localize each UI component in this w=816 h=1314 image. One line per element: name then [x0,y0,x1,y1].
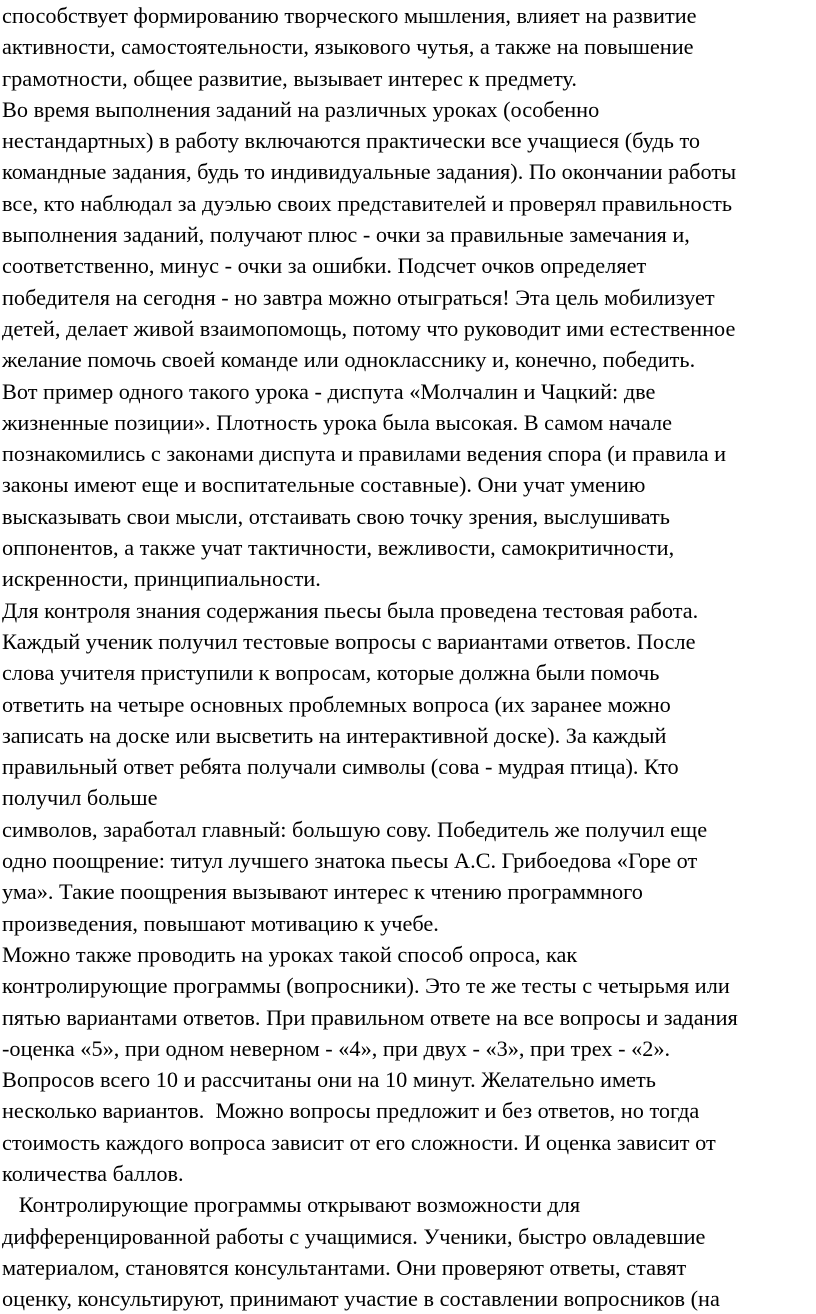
text-line: искренности, принципиальности. [2,566,321,592]
text-line: нестандартных) в работу включаются практически все учащиеся (будь то [2,128,701,154]
text-line: высказывать свои мысли, отстаивать свою точку зрения, выслушивать [2,503,670,529]
text-line: -оценка «5», при одном неверном - «4», при двух - «3», при трех - «2». [2,1035,671,1061]
text-line: получил больше [2,785,158,811]
text-line: познакомились с законами диспута и правилами ведения спора (и правила и [2,441,727,467]
text-line: дифференцированной работы с учащимися. Ученики, быстро овладевшие [2,1223,706,1249]
text-line: контролирующие программы (вопросники). Это те же тесты с четырьмя или [2,973,730,999]
text-line: записать на доске или высветить на интерактивной доске). За каждый [2,722,667,748]
text-line: Вот пример одного такого урока - диспута «Молчалин и Чацкий: две [2,378,656,404]
text-line: законы имеют еще и воспитательные составные). Они учат умению [2,472,646,498]
text-line: желание помочь своей команде или однокласснику и, конечно, победить. [2,347,696,373]
text-line: оценку, консультируют, принимают участие в составлении вопросников (на [2,1286,720,1312]
text-line: ума». Такие поощрения вызывают интерес к чтению программного [2,879,643,905]
text-line: Во время выполнения заданий на различных уроках (особенно [2,96,600,122]
text-line: ответить на четыре основных проблемных вопроса (их заранее можно [2,691,671,717]
text-line: Для контроля знания содержания пьесы была проведена тестовая работа. [2,597,699,623]
text-line: одно поощрение: титул лучшего знатока пьесы А.С. Грибоедова «Горе от [2,848,698,874]
text-line: детей, делает живой взаимопомощь, потому что руководит ими естественное [2,315,736,341]
text-line: Можно также проводить на уроках такой способ опроса, как [2,941,578,967]
text-line: все, кто наблюдал за дуэлью своих представителей и проверял правильность [2,190,733,216]
text-line: победителя на сегодня - но завтра можно отыграться! Эта цель мобилизует [2,284,715,310]
text-line: количества баллов. [2,1160,184,1186]
text-line: несколько вариантов. Можно вопросы предложит и без ответов, но тогда [2,1098,700,1124]
text-line: пятью вариантами ответов. При правильном ответе на все вопросы и задания [2,1004,738,1030]
text-line: Контролирующие программы открывают возможности для [2,1192,581,1218]
text-line: жизненные позиции». Плотность урока была высокая. В самом начале [2,409,673,435]
text-line: материалом, становятся консультантами. Они проверяют ответы, ставят [2,1254,687,1280]
text-line: Каждый ученик получил тестовые вопросы с вариантами ответов. После [2,628,696,654]
text-line: выполнения заданий, получают плюс - очки за правильные замечания и, [2,222,690,248]
text-line: командные задания, будь то индивидуальные задания). По окончании работы [2,159,737,185]
text-line: стоимость каждого вопроса зависит от его сложности. И оценка зависит от [2,1129,716,1155]
text-line: правильный ответ ребята получали символы (сова - мудрая птица). Кто [2,754,679,780]
text-line: соответственно, минус - очки за ошибки. Подсчет очков определяет [2,253,647,279]
text-line: грамотности, общее развитие, вызывает интерес к предмету. [2,65,577,91]
document-page [2,0,814,1314]
text-line: слова учителя приступили к вопросам, которые должна были помочь [2,660,660,686]
text-line: активности, самостоятельности, языкового чутья, а также на повышение [2,34,694,60]
text-line: способствует формированию творческого мышления, влияет на развитие [2,3,697,28]
text-line: Вопросов всего 10 и рассчитаны они на 10 минут. Желательно иметь [2,1067,656,1093]
text-line: произведения, повышают мотивацию к учебе. [2,910,439,936]
text-line: оппонентов, а также учат тактичности, вежливости, самокритичности, [2,535,675,561]
text-line: символов, заработал главный: большую сову. Победитель же получил еще [2,816,708,842]
